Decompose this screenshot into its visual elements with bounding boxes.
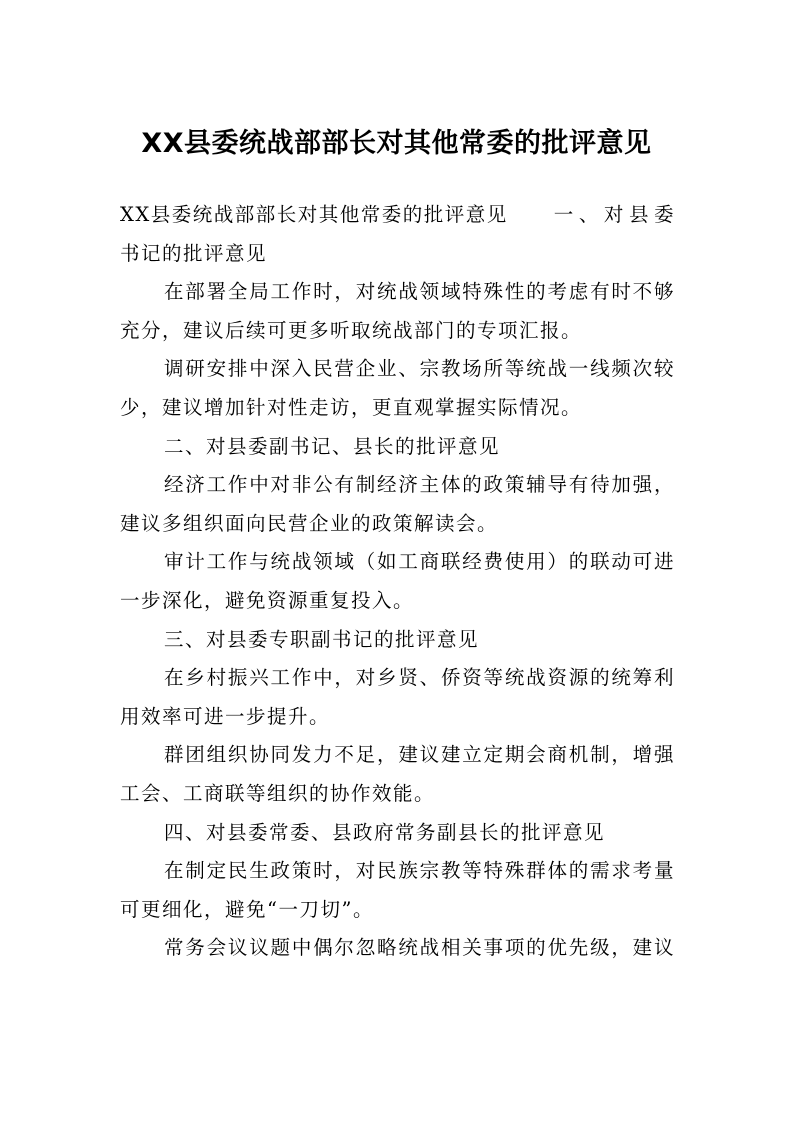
paragraph-line: 用效率可进一步提升。 <box>120 704 331 728</box>
paragraph-line: 审计工作与统战领域（如工商联经费使用）的联动可进 <box>164 550 675 574</box>
paragraph-line <box>120 196 675 235</box>
section-heading-3: 三、对县委专职副书记的批评意见 <box>164 627 480 651</box>
section-heading-2: 二、对县委副书记、县长的批评意见 <box>164 434 501 458</box>
paragraph-line: 可更细化，避免“一刀切”。 <box>120 897 374 921</box>
paragraph-line: 在部署全局工作时，对统战领域特殊性的考虑有时不够 <box>164 280 675 304</box>
document-title: XX县委统战部部长对其他常委的批评意见 <box>141 128 652 159</box>
paragraph-line: 常务会议议题中偶尔忽略统战相关事项的优先级，建议 <box>164 936 675 960</box>
document-body <box>120 196 675 968</box>
paragraph-line: 充分，建议后续可更多听取统战部门的专项汇报。 <box>120 318 583 342</box>
paragraph-line: 书记的批评意见 <box>120 241 268 265</box>
paragraph-line: 工会、工商联等组织的协作效能。 <box>120 781 436 805</box>
paragraph-line: 群团组织协同发力不足，建议建立定期会商机制，增强 <box>164 743 675 767</box>
section-heading-1-start: 一、对县委 <box>549 203 675 226</box>
paragraph-line: 在制定民生政策时，对民族宗教等特殊群体的需求考量 <box>164 859 675 883</box>
paragraph-line: 调研安排中深入民营企业、宗教场所等统战一线频次较 <box>164 357 675 381</box>
section-heading-4: 四、对县委常委、县政府常务副县长的批评意见 <box>164 820 606 844</box>
paragraph-line: 少，建议增加针对性走访，更直观掌握实际情况。 <box>120 395 583 419</box>
paragraph-line: 经济工作中对非公有制经济主体的政策辅导有待加强， <box>164 473 675 497</box>
doc-heading-repeat: XX县委统战部部长对其他常委的批评意见 <box>120 203 508 226</box>
paragraph-line: 建议多组织面向民营企业的政策解读会。 <box>120 511 499 535</box>
paragraph-line: 一步深化，避免资源重复投入。 <box>120 588 415 612</box>
paragraph-line: 在乡村振兴工作中，对乡贤、侨资等统战资源的统筹利 <box>164 666 675 690</box>
